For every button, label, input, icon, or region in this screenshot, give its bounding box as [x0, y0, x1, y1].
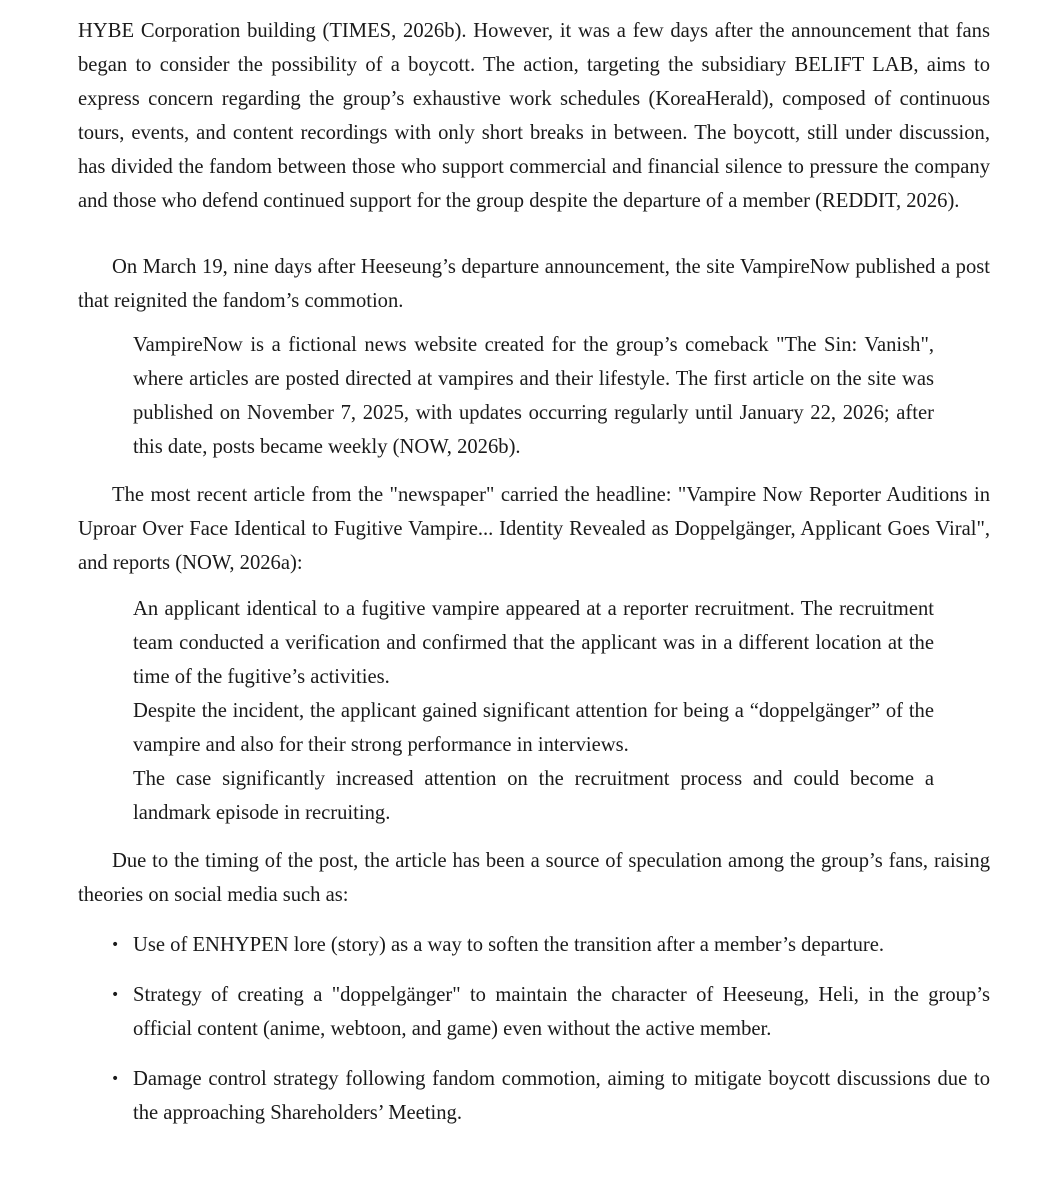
blockquote-article-excerpt: [133, 592, 934, 830]
bullet-icon: •: [111, 1071, 120, 1087]
theory-text: Damage control strategy following fandom commotion, aiming to mitigate boycott discussions due to the approaching Shareholders’ Meeting.: [133, 1068, 990, 1124]
theories-list: [78, 928, 990, 1130]
bullet-icon: •: [111, 937, 120, 953]
theory-text: Use of ENHYPEN lore (story) as a way to soften the transition after a member’s departure.: [133, 934, 885, 956]
blockquote-vampirenow-description: VampireNow is a fictional news website created for the group’s comeback "The Sin: Vanish", where articles are posted directed at vampires and their lifestyle. The first article on the site was published on November 7, 2025, with updates occurring regularly until January 22, 2026; after this date, posts became weekly (NOW, 2026b).: [133, 334, 934, 458]
list-item: [78, 978, 990, 1046]
paragraph-vampirenow-post: On March 19, nine days after Heeseung’s departure announcement, the site VampireNow published a post that reignited the fandom’s commotion.: [78, 256, 990, 312]
paragraph-speculation: Due to the timing of the post, the article has been a source of speculation among the group’s fans, raising theories on social media such as:: [78, 850, 990, 906]
theory-text: Strategy of creating a "doppelgänger" to maintain the character of Heeseung, Heli, in the group’s official content (anime, webtoon, and game) even without the active member.: [133, 984, 990, 1040]
list-item: [78, 928, 990, 962]
excerpt-line-recruitment: The case significantly increased attention on the recruitment process and could become a landmark episode in recruiting.: [133, 768, 934, 824]
paragraph-boycott: HYBE Corporation building (TIMES, 2026b). However, it was a few days after the announcement that fans began to consider the possibility of a boycott. The action, targeting the subsidiary BELIFT LAB, aims to express concern regarding the group’s exhaustive work schedules (KoreaHerald), composed of continuous tours, events, and content recordings with only short breaks in between. The boycott, still under discussion, has divided the fandom between those who support commercial and financial silence to pressure the company and those who defend continued support for the group despite the departure of a member (REDDIT, 2026).: [78, 20, 990, 212]
document-page: [78, 14, 990, 1146]
list-item: [78, 1062, 990, 1130]
bullet-icon: •: [111, 987, 120, 1003]
excerpt-line-applicant: An applicant identical to a fugitive vampire appeared at a reporter recruitment. The recruitment team conducted a verification and confirmed that the applicant was in a different location at the time of the fugitive’s activities.: [133, 598, 934, 688]
excerpt-line-doppelganger: Despite the incident, the applicant gained significant attention for being a “doppelgänger” of the vampire and also for their strong performance in interviews.: [133, 700, 934, 756]
paragraph-recent-article: The most recent article from the "newspaper" carried the headline: "Vampire Now Reporter Auditions in Uproar Over Face Identical to Fugitive Vampire... Identity Revealed as Doppelgänger, Applicant Goes Viral", and reports (NOW, 2026a):: [78, 484, 990, 574]
